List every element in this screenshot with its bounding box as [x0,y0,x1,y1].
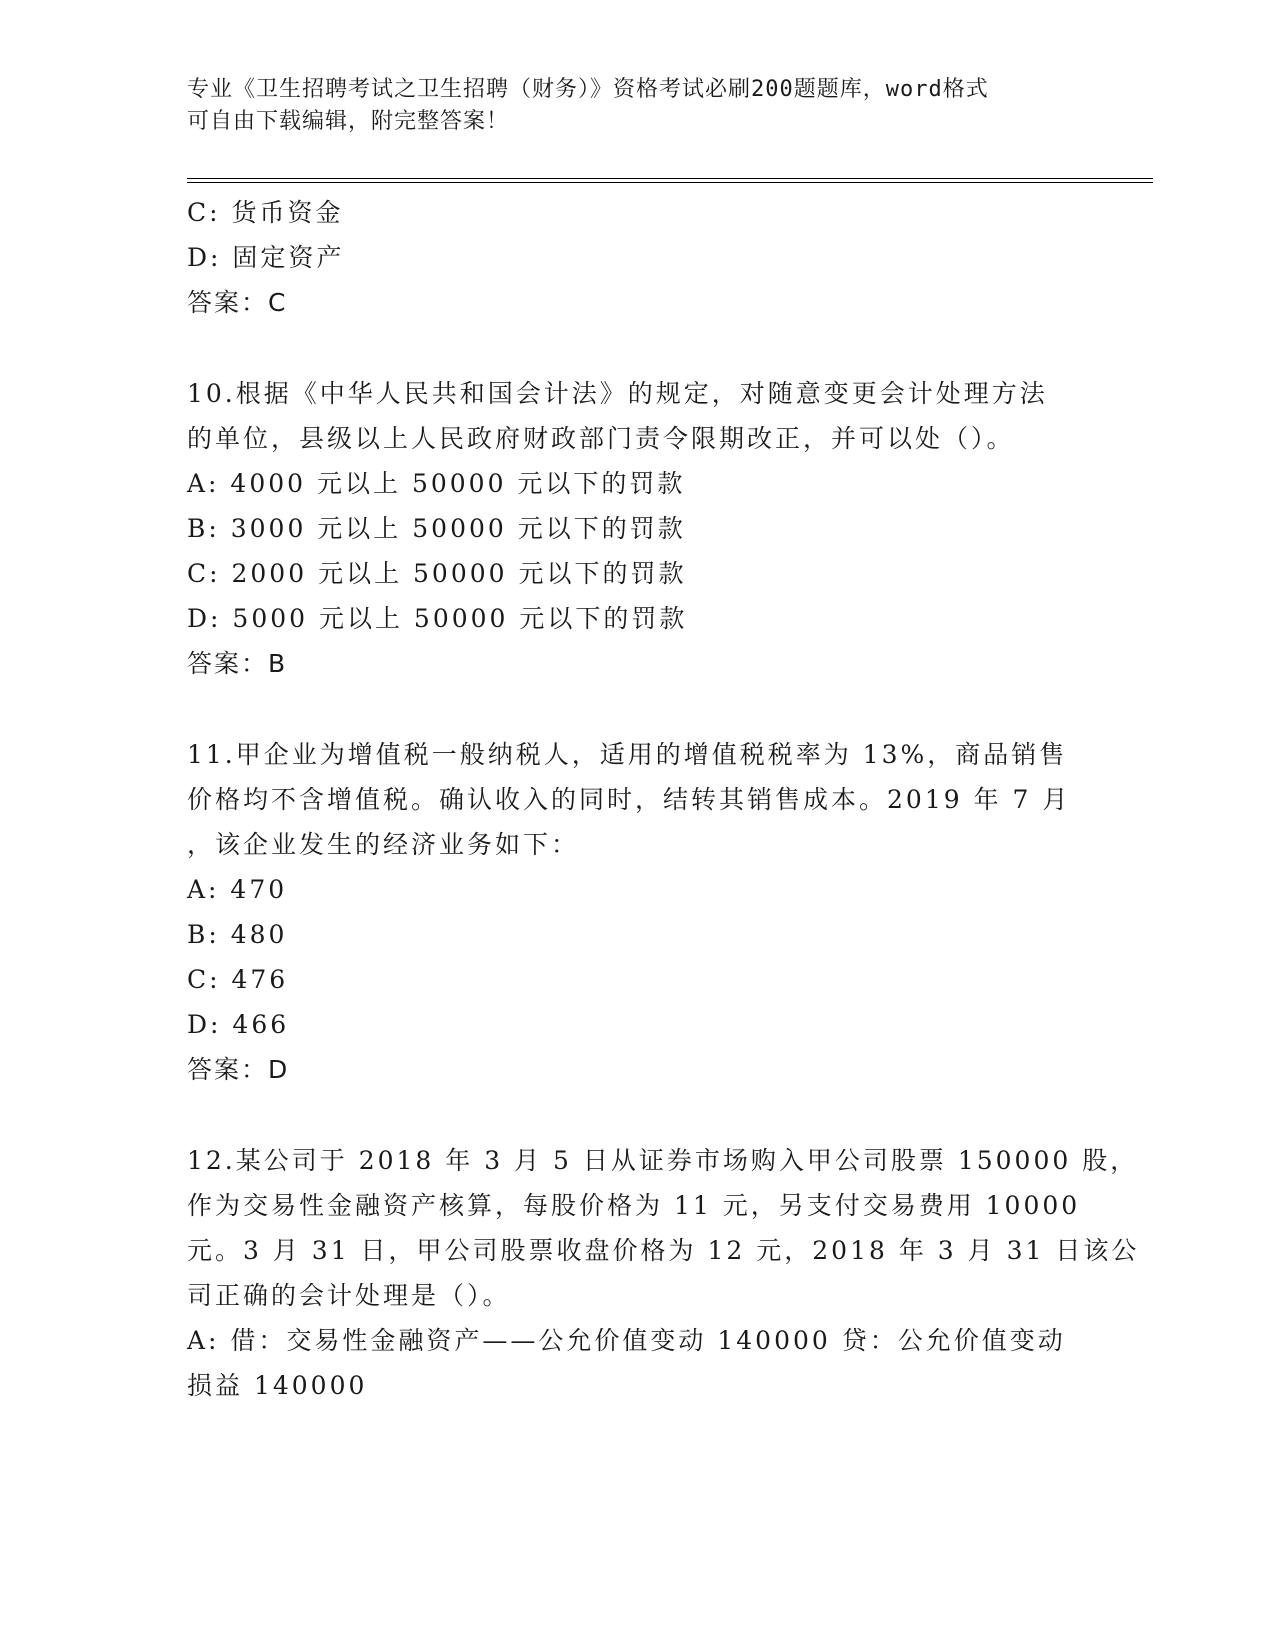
question-11 [187,732,1087,1092]
option-line-continuation: 损益 140000 [187,1371,368,1400]
option-line: D: 466 [187,1010,290,1039]
answer-line: 答案：B [187,649,288,678]
question-text-line: 价格均不含增值税。确认收入的同时，结转其销售成本。2019 年 7 月 [187,785,1071,814]
question-text-line: 司正确的会计处理是（）。 [187,1281,511,1310]
question-text-line: 元。3 月 31 日，甲公司股票收盘价格为 12 元，2018 年 3 月 31 日该公 [187,1236,1140,1265]
header-title-line-2: 可自由下载编辑，附完整答案！ [187,109,510,134]
option-line: D: 5000 元以上 50000 元以下的罚款 [187,604,688,633]
spacer [187,1092,1087,1138]
question-text-line: ，该企业发生的经济业务如下： [187,830,580,859]
option-line: B: 480 [187,920,288,949]
option-line: C: 2000 元以上 50000 元以下的罚款 [187,559,687,588]
header-divider-bottom [187,182,1153,183]
option-line: B: 3000 元以上 50000 元以下的罚款 [187,514,686,543]
option-line: D: 固定资产 [187,243,345,272]
spacer [187,325,1087,371]
answer-line: 答案：D [187,1055,290,1084]
header-divider-top [187,178,1153,179]
spacer [187,686,1087,732]
option-line: C: 货币资金 [187,198,344,227]
option-line: C: 476 [187,965,289,994]
header-title-line-1: 专业《卫生招聘考试之卫生招聘（财务）》资格考试必刷200题题库，word格式 [187,77,989,102]
question-text-line: 10.根据《中华人民共和国会计法》的规定，对随意变更会计处理方法 [187,379,1048,408]
question-text-line: 11.甲企业为增值税一般纳税人，适用的增值税税率为 13%，商品销售 [187,740,1068,769]
option-line: A: 借：交易性金融资产——公允价值变动 140000 贷：公允价值变动 [187,1326,1066,1355]
question-12 [187,1138,1140,1408]
question-10 [187,371,1087,686]
option-line: A: 470 [187,875,288,904]
question-text-line: 的单位，县级以上人民政府财政部门责令限期改正，并可以处（）。 [187,424,1015,453]
previous-question-tail [187,190,1087,325]
question-text-line: 12.某公司于 2018 年 3 月 5 日从证券市场购入甲公司股票 150000 股， [187,1146,1139,1175]
document-body [187,190,1140,1408]
option-line: A: 4000 元以上 50000 元以下的罚款 [187,469,686,498]
question-text-line: 作为交易性金融资产核算，每股价格为 11 元，另支付交易费用 10000 [187,1191,1081,1220]
document-header [187,74,1067,138]
answer-line: 答案：C [187,288,288,317]
